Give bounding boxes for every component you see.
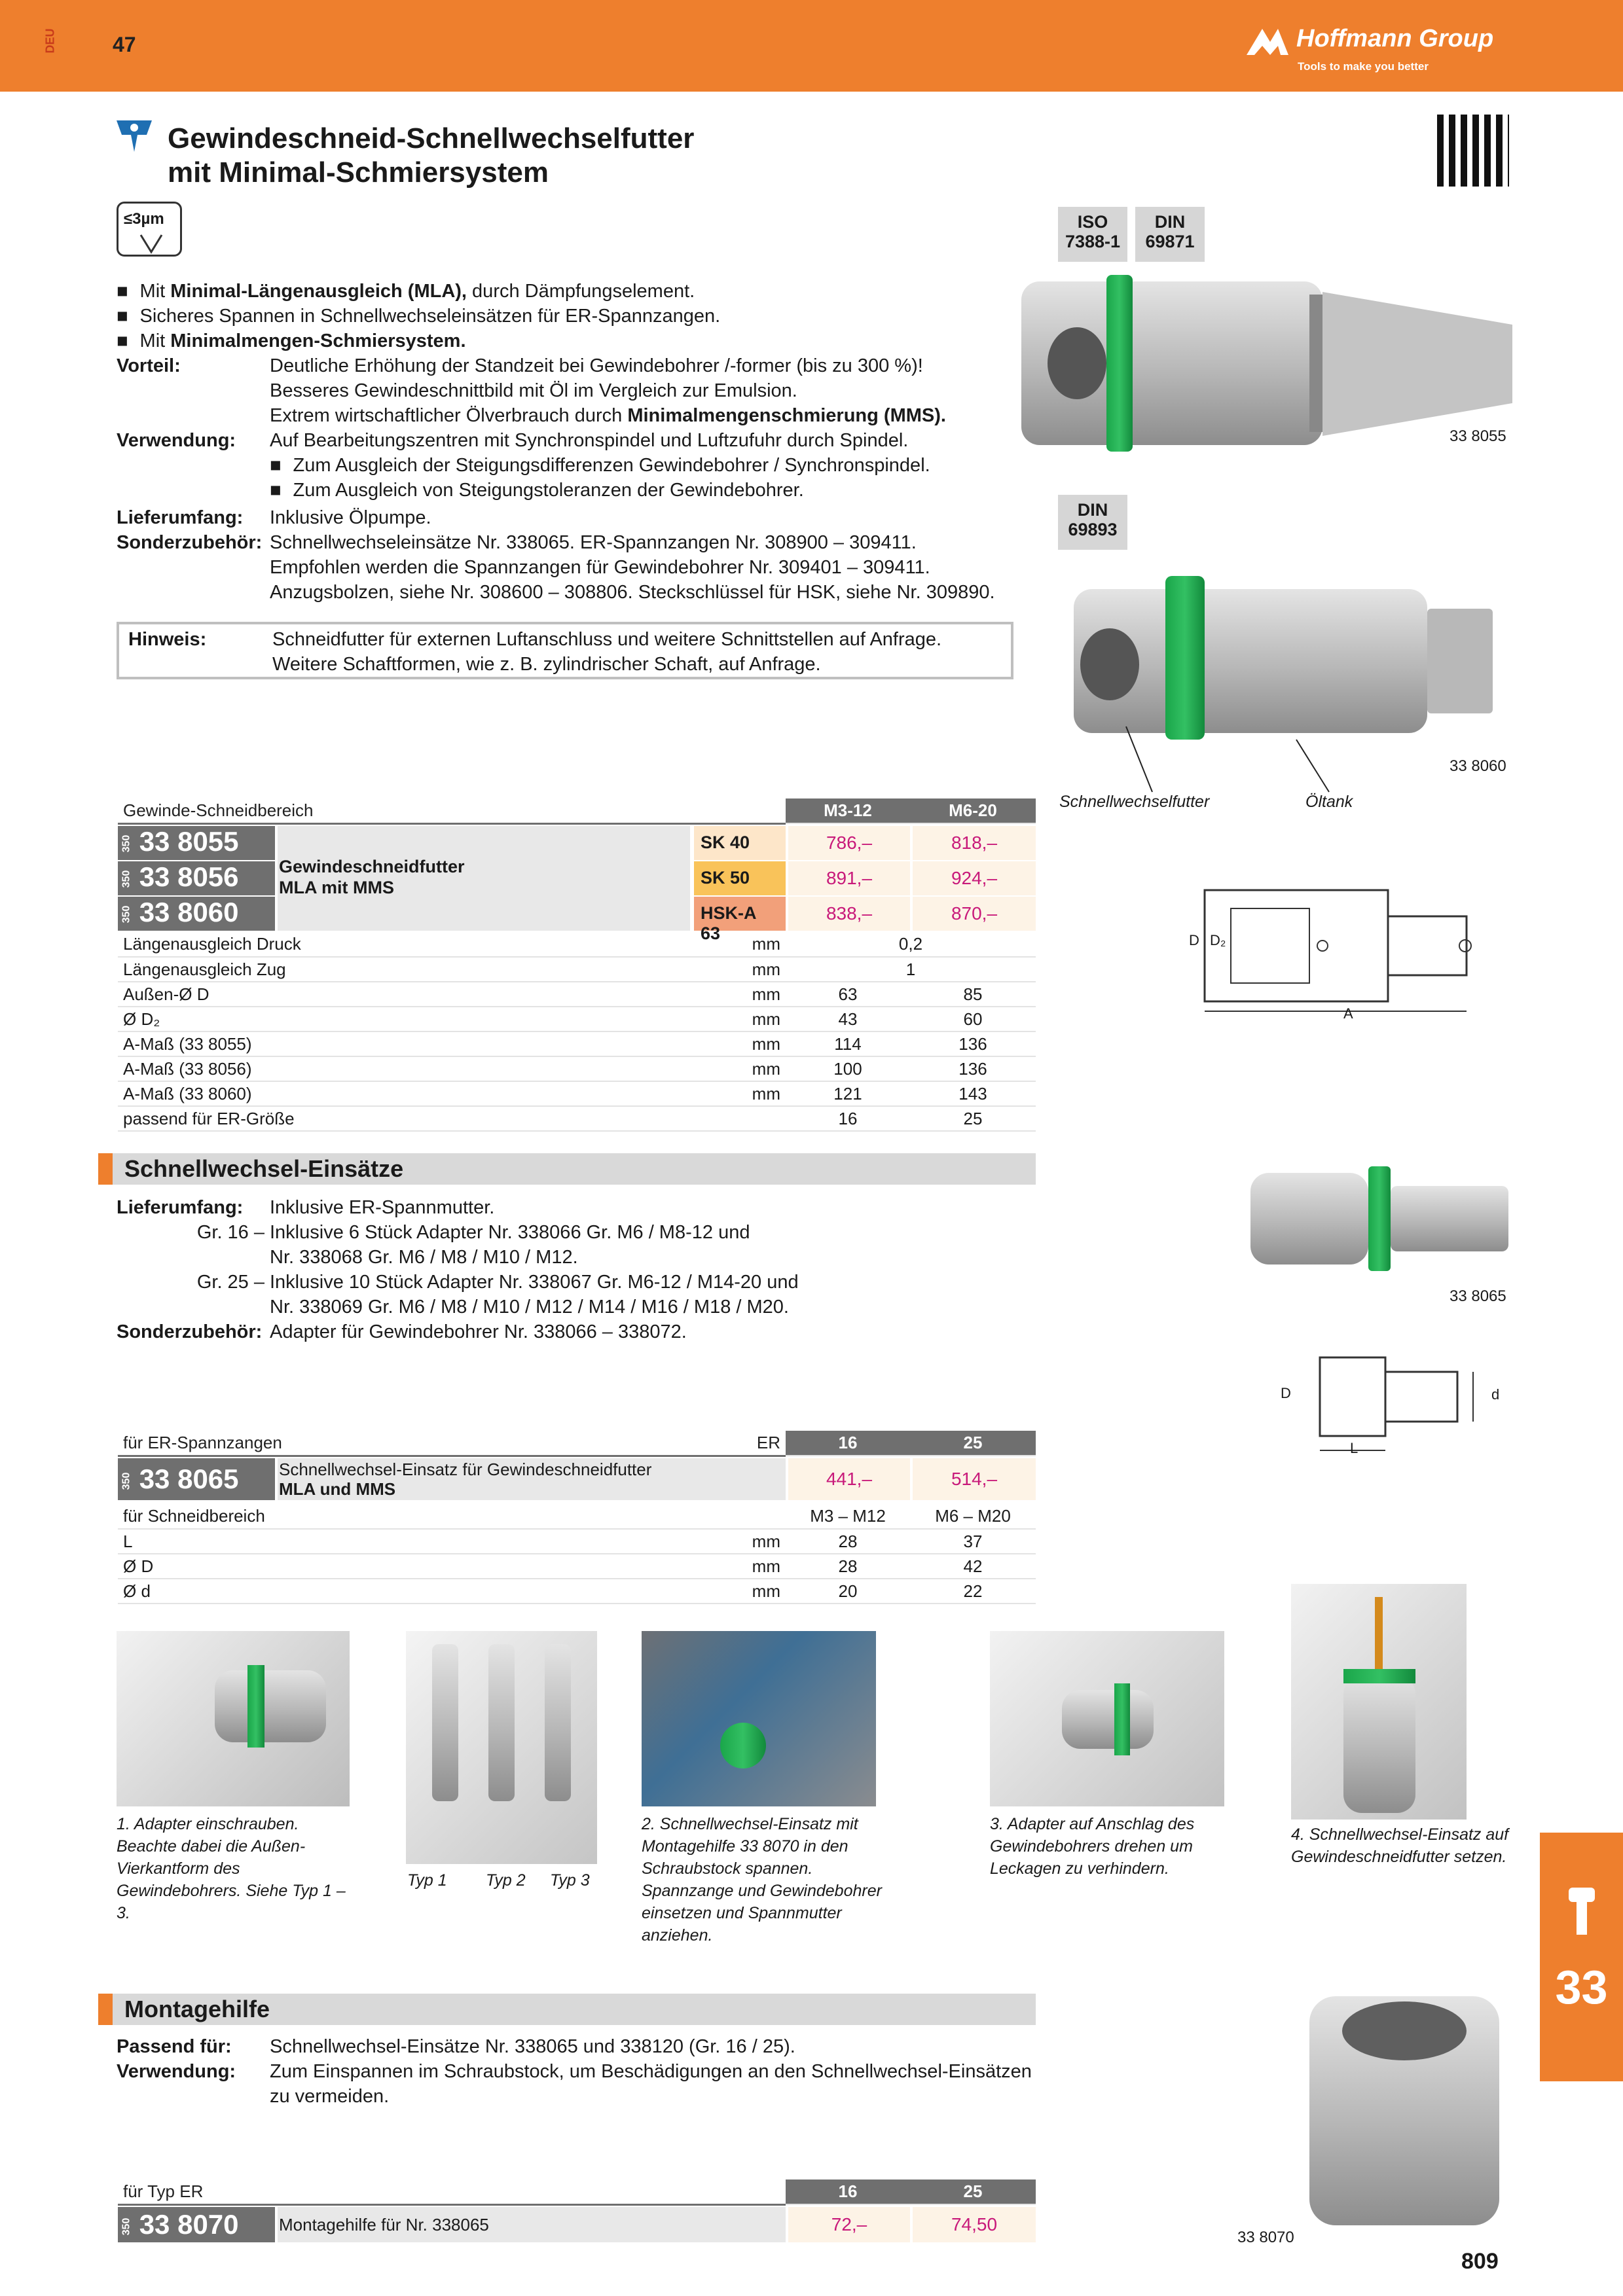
verwendung-bullet: ■ Zum Ausgleich von Steigungstoleranzen der Gewindebohrer. [270,478,930,503]
shank-type: SK 50 [694,861,786,895]
table-header: M6-20 [910,798,1036,823]
spec-row: Längenausgleich Druck mm 0,2 [118,932,1036,957]
drill-category-icon [114,115,155,154]
spec-row: A-Maß (33 8055) mm 114 136 [118,1031,1036,1056]
article-row [118,1458,1036,1500]
article-description: Schnellwechsel-Einsatz für Gewindeschneidfutter MLA und MMS [279,1460,652,1499]
spec-row: Außen-Ø D mm 63 85 [118,982,1036,1007]
price: 514,– [913,1458,1036,1500]
verwendung-label: Verwendung: [117,2061,236,2082]
verwendung-line: Auf Bearbeitungszentren mit Synchronspindel und Luftzufuhr durch Spindel. [270,430,909,451]
sonderzubehoer-line: Schnellwechseleinsätze Nr. 338065. ER-Spannzangen Nr. 308900 – 309411. [270,532,917,553]
product-image-hsk [1074,563,1506,740]
step-photo-adapter-types [406,1631,597,1864]
price: 74,50 [913,2207,1036,2242]
spec-row: Ø D mm 28 42 [118,1554,1036,1579]
article-label: 33 8065 [1450,1287,1506,1305]
sonderzubehoer-line: Anzugsbolzen, siehe Nr. 308600 – 308806. Steckschlüssel für HSK, siehe Nr. 309890. [270,582,995,603]
hinweis-line: Schneidfutter für externen Luftanschluss und weitere Schnittstellen auf Anfrage. [272,629,942,650]
type-label: Typ 1 [407,1871,447,1890]
verwendung-bullet: ■ Zum Ausgleich der Steigungsdifferenzen Gewindebohrer / Synchronspindel. [270,453,930,478]
page-header [0,0,1623,92]
article-number: 350 33 8055 [118,826,275,860]
spec-row: Längenausgleich Zug mm 1 [118,957,1036,982]
qr-code[interactable] [1437,115,1509,187]
brand-name: Hoffmann Group [1296,25,1494,52]
sonderzubehoer-label: Sonderzubehör: [117,532,263,553]
hoffmann-logo-icon [1244,26,1291,58]
sonderzubehoer-line: Empfohlen werden die Spannzangen für Gewindebohrer Nr. 309401 – 309411. [270,557,930,578]
shank-type: SK 40 [694,826,786,860]
din-badge: DIN 69871 [1135,207,1205,262]
vorteil-label: Vorteil: [117,355,181,376]
table-header: Gewinde-Schneidbereich [118,798,786,823]
callout-label: Schnellwechselfutter [1059,793,1210,811]
vorteil-line: Deutliche Erhöhung der Standzeit bei Gewindebohrer /-former (bis zu 300 %)! [270,355,923,376]
dim-label: D [1189,932,1199,948]
step-photo-2 [642,1631,876,1806]
product-table-futter [118,798,1036,825]
size-label: Gr. 16 – [196,1222,264,1243]
title-line-1: Gewindeschneid-Schnellwechselfutter [168,122,695,154]
hinweis-label: Hinweis: [128,629,207,650]
spec-row: A-Maß (33 8056) mm 100 136 [118,1056,1036,1081]
dimension-drawing-insert [1277,1348,1512,1466]
dim-label: L [1350,1440,1359,1456]
brand-tagline: Tools to make you better [1298,60,1429,73]
language-code: DEU [43,28,57,54]
price: 441,– [788,1458,910,1500]
lieferumfang-text: Inklusive ER-Spannmutter. [270,1197,495,1218]
passend-text: Schnellwechsel-Einsätze Nr. 338065 und 338120 (Gr. 16 / 25). [270,2036,795,2057]
passend-label: Passend für: [117,2036,232,2057]
shank-type: HSK-A 63 [694,897,786,931]
dim-label: D [1281,1385,1291,1401]
din-badge: DIN 69893 [1058,495,1127,550]
product-image-montagehilfe [1309,1996,1506,2232]
sonderzubehoer-label: Sonderzubehör: [117,1321,263,1342]
vorteil-line: Besseres Gewindeschnittbild mit Öl im Vergleich zur Emulsion. [270,380,797,401]
type-label: Typ 3 [550,1871,590,1890]
vorteil-line: Extrem wirtschaftlicher Ölverbrauch durch Minimalmengenschmierung (MMS). [270,405,946,426]
dim-label: D₂ [1210,932,1226,948]
step-photo-4 [1291,1584,1467,1820]
article-label: 33 8055 [1450,427,1506,445]
spec-row: Ø D₂ mm 43 60 [118,1007,1036,1031]
article-number: 350 33 8056 [118,861,275,895]
article-label: 33 8070 [1237,2229,1294,2246]
hinweis-line: Weitere Schaftformen, wie z. B. zylindrischer Schaft, auf Anfrage. [272,654,821,675]
step-caption: 3. Adapter auf Anschlag des Gewindebohrers drehen um Leckagen zu verhindern. [990,1815,1195,1878]
spec-row: L mm 28 37 [118,1529,1036,1554]
article-number: 350 33 8070 [118,2207,275,2242]
feature-item: ■ Sicheres Spannen in Schnellwechseleinsätzen für ER-Spannzangen. [117,304,1033,329]
title-line-2: mit Minimal-Schmiersystem [168,156,549,188]
section-details: Lieferumfang: Inklusive ER-Spannmutter. Gr. 16 – Inklusive 6 Stück Adapter Nr. 338066 Gr. M6 / M8-12 und Nr. 338068 Gr. M6 / M8 / M10 / M12. Gr. 25 – Inklusive 10 Stück Adapter Nr. 338067 Gr. M6-12 / M14-20 und Nr. 338069 Gr. M6 / M8 / M10 / M12 / M14 / M16 / M18 / M20. Sonderzubehör: Adapter für Gewindebohrer Nr. 338066 – 338072. [117,1195,1046,1344]
step-photo-3 [990,1631,1224,1806]
catalog-page-number: 47 [113,33,136,56]
section-details: Passend für: Schnellwechsel-Einsätze Nr. 338065 und 338120 (Gr. 16 / 25). Verwendung: Zum Einspannen im Schraubstock, um Beschädigungen an den Schnellwechsel-Einsätzen zu vermeiden. [117,2034,1046,2109]
spec-row: A-Maß (33 8060) mm 121 143 [118,1081,1036,1106]
section-heading: Montagehilfe [98,1994,1036,2025]
precision-badge [117,202,182,257]
callout-lines [1113,720,1375,798]
sonderzubehoer-text: Adapter für Gewindebohrer Nr. 338066 – 338072. [270,1321,687,1342]
price: 870,– [913,897,1036,931]
product-details [117,353,1033,605]
chapter-tab[interactable] [1540,1833,1623,2081]
article-description: Gewindeschneidfutter MLA mit MMS [279,857,465,897]
article-label: 33 8060 [1450,757,1506,775]
feature-item: ■ Mit Minimal-Längenausgleich (MLA), durch Dämpfungselement. [117,279,1033,304]
callout-label: Öltank [1305,793,1353,811]
spec-row: passend für ER-Größe 16 25 [118,1106,1036,1131]
article-row [118,2207,1036,2242]
section-heading: Schnellwechsel-Einsätze [98,1153,1036,1185]
price: 72,– [788,2207,910,2242]
page-title [168,122,694,190]
product-table-insert: für ER-Spannzangen ER 16 25 [118,1431,1036,1457]
chapter-number: 33 [1555,1962,1608,2014]
table-header: M3-12 [786,798,910,823]
article-description: Montagehilfe für Nr. 338065 [278,2207,786,2242]
step-photo-1 [117,1631,350,1806]
dim-label: A [1343,1005,1353,1022]
spec-row: für Schneidbereich M3 – M12 M6 – M20 [118,1504,1036,1529]
price: 891,– [788,861,910,895]
price: 838,– [788,897,910,931]
price: 818,– [913,826,1036,860]
article-rows [118,826,1036,943]
product-image-insert [1250,1166,1512,1271]
feature-item: ■ Mit Minimalmengen-Schmiersystem. [117,329,1033,353]
price: 924,– [913,861,1036,895]
step-caption: 1. Adapter einschrauben. Beachte dabei die Außen-Vierkantform des Gewindebohrers. Siehe Typ 1 – 3. [117,1815,346,1922]
feature-list [117,279,1033,353]
type-label: Typ 2 [486,1871,526,1890]
price: 786,– [788,826,910,860]
dim-label: d [1491,1386,1500,1403]
lieferumfang-label: Lieferumfang: [117,1197,244,1218]
verwendung-label: Verwendung: [117,430,236,451]
iso-badge: ISO 7388-1 [1058,207,1127,262]
hinweis-box [117,622,1013,679]
step-caption: 4. Schnellwechsel-Einsatz auf Gewindeschneidfutter setzen. [1291,1825,1509,1866]
runout-gauge-icon [138,232,164,256]
product-table-montagehilfe: für Typ ER 16 25 [118,2179,1036,2206]
spec-table-futter [118,932,1036,1132]
step-caption: 2. Schnellwechsel-Einsatz mit Montagehilfe 33 8070 in den Schraubstock spannen. Spannzange und Gewindebohrer einsetzen und Spannmutter anziehen. [642,1815,882,1945]
size-label: Gr. 25 – [196,1272,264,1293]
spec-table-insert [118,1504,1036,1604]
lieferumfang-text: Inklusive Ölpumpe. [270,507,431,528]
article-number: 350 33 8065 [118,1458,275,1500]
article-number: 350 33 8060 [118,897,275,931]
runout-value: ≤3µm [124,210,164,228]
lieferumfang-label: Lieferumfang: [117,507,244,528]
product-image-sk [1021,268,1512,458]
spec-row: Ø d mm 20 22 [118,1579,1036,1604]
tap-chapter-icon [1562,1885,1601,1937]
page-number: 809 [1461,2249,1499,2274]
